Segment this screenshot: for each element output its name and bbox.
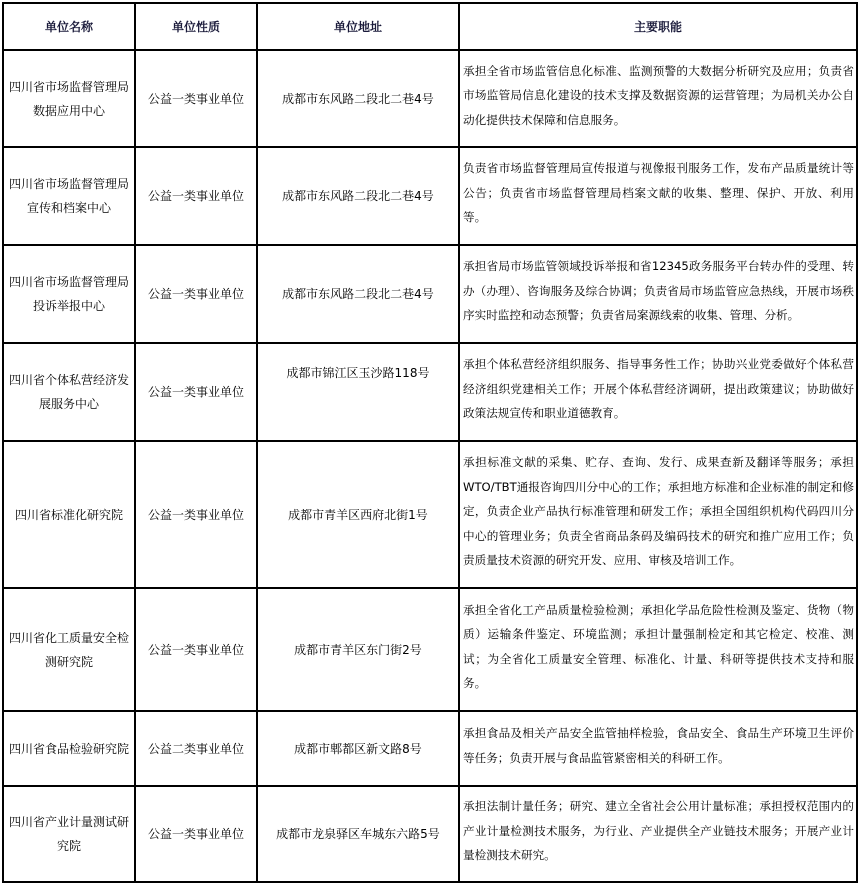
unit-nature-cell: 公益二类事业单位 xyxy=(135,711,257,786)
unit-function-cell: 承担省局市场监管领域投诉举报和省12345政务服务平台转办件的受理、转办（办理）、咨询服务及综合协调；负责省局市场监管应急热线，开展市场秩序实时监控和动态预警；负责省局案源线索的收集、管理、分析。 xyxy=(459,245,857,343)
table-header-row xyxy=(3,3,857,50)
unit-address-cell: 成都市青羊区东门街2号 xyxy=(257,588,459,711)
table-row xyxy=(3,50,857,147)
unit-nature-cell: 公益一类事业单位 xyxy=(135,245,257,343)
header-unit-address: 单位地址 xyxy=(257,3,459,50)
unit-nature-cell: 公益一类事业单位 xyxy=(135,786,257,882)
header-unit-name: 单位名称 xyxy=(3,3,135,50)
unit-address-cell: 成都市东风路二段北二巷4号 xyxy=(257,147,459,245)
unit-function-cell: 负责省市场监督管理局宣传报道与视像报刊服务工作，发布产品质量统计等公告；负责省市场监督管理局档案文献的收集、整理、保护、开放、利用等。 xyxy=(459,147,857,245)
unit-function-cell: 承担法制计量任务；研究、建立全省社会公用计量标准；承担授权范围内的产业计量检测技术服务，为行业、产业提供全产业链技术服务；开展产业计量检测技术研究。 xyxy=(459,786,857,882)
unit-nature-cell: 公益一类事业单位 xyxy=(135,343,257,441)
unit-name-cell: 四川省市场监督管理局数据应用中心 xyxy=(3,50,135,147)
unit-name-cell: 四川省食品检验研究院 xyxy=(3,711,135,786)
institutions-table xyxy=(2,2,858,883)
table-row xyxy=(3,147,857,245)
unit-function-cell: 承担个体私营经济组织服务、指导事务性工作；协助兴业党委做好个体私营经济组织党建相关工作；开展个体私营经济调研，提出政策建议；协助做好政策法规宣传和职业道德教育。 xyxy=(459,343,857,441)
table-row xyxy=(3,245,857,343)
unit-function-cell: 承担食品及相关产品安全监管抽样检验，食品安全、食品生产环境卫生评价等任务；负责开展与食品监管紧密相关的科研工作。 xyxy=(459,711,857,786)
unit-address-cell: 成都市东风路二段北二巷4号 xyxy=(257,50,459,147)
table-row xyxy=(3,343,857,441)
unit-nature-cell: 公益一类事业单位 xyxy=(135,441,257,588)
unit-nature-cell: 公益一类事业单位 xyxy=(135,50,257,147)
table-row xyxy=(3,441,857,588)
unit-address-cell: 成都市青羊区西府北街1号 xyxy=(257,441,459,588)
unit-name-cell: 四川省化工质量安全检测研究院 xyxy=(3,588,135,711)
unit-function-cell: 承担全省化工产品质量检验检测；承担化学品危险性检测及鉴定、货物（物质）运输条件鉴定、环境监测；承担计量强制检定和其它检定、校准、测试；为全省化工质量安全管理、标准化、计量、科研等提供技术支持和服务。 xyxy=(459,588,857,711)
unit-function-cell: 承担全省市场监管信息化标准、监测预警的大数据分析研究及应用；负责省市场监管局信息化建设的技术支撑及数据资源的运营管理；为局机关办公自动化提供技术保障和信息服务。 xyxy=(459,50,857,147)
unit-nature-cell: 公益一类事业单位 xyxy=(135,147,257,245)
header-unit-nature: 单位性质 xyxy=(135,3,257,50)
unit-address-cell: 成都市郫都区新文路8号 xyxy=(257,711,459,786)
unit-name-cell: 四川省产业计量测试研究院 xyxy=(3,786,135,882)
unit-address-cell: 成都市锦江区玉沙路118号 xyxy=(257,343,459,441)
unit-name-cell: 四川省个体私营经济发展服务中心 xyxy=(3,343,135,441)
table-row xyxy=(3,588,857,711)
unit-name-cell: 四川省市场监督管理局宣传和档案中心 xyxy=(3,147,135,245)
header-main-functions: 主要职能 xyxy=(459,3,857,50)
table-row xyxy=(3,786,857,882)
table-row xyxy=(3,711,857,786)
unit-name-cell: 四川省市场监督管理局投诉举报中心 xyxy=(3,245,135,343)
unit-address-cell: 成都市东风路二段北二巷4号 xyxy=(257,245,459,343)
unit-name-cell: 四川省标准化研究院 xyxy=(3,441,135,588)
unit-nature-cell: 公益一类事业单位 xyxy=(135,588,257,711)
unit-address-cell: 成都市龙泉驿区车城东六路5号 xyxy=(257,786,459,882)
unit-function-cell: 承担标准文献的采集、贮存、查询、发行、成果查新及翻译等服务；承担WTO/TBT通报咨询四川分中心的工作；承担地方标准和企业标准的制定和修定，负责企业产品执行标准管理和研发工作；承担全国组织机构代码四川分中心的管理业务；负责全省商品条码及编码技术的研究和推广应用工作；负责质量技术资源的研究开发、应用、审核及培训工作。 xyxy=(459,441,857,588)
